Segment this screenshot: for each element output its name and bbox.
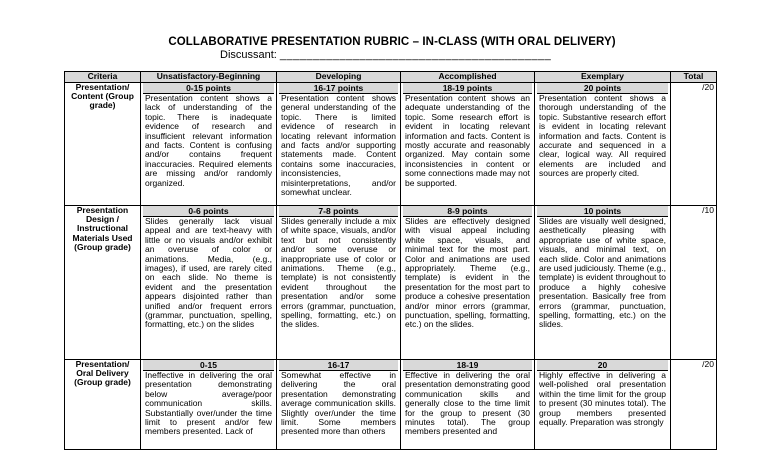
discussant-blank: _________________________________________ [279,49,552,61]
header-row [65,72,717,83]
column-header: Developing [277,72,401,83]
cell-description: Presentation content shows an adequate understanding of the topic. Some research effort is evident in locating relevant information and facts. Content is mostly accurate and reasonably organized. May contain some inconsistencies in content or some connections made may not be supported. [405,93,530,188]
cell-description: Presentation content shows a thorough understanding of the topic. Substantive research effort is evident in locating relevant information and facts. Content is accurate and sequenced in a clear, logical way. All required elements are included and sources are properly cited. [539,93,666,179]
rubric-cell [401,83,535,206]
cell-description: Slides are visually well designed, aesthetically pleasing with appropriate use of white space, visuals, and minimal text, on each slide. Color and animations are used judiciously. Theme (e.g., template) is evident throughout to produce a highly cohesive presentation. Basically free from errors (grammar, punctuation, spelling, formatting, etc.) on the slides. [539,216,666,330]
cell-description: Slides generally lack visual appeal and are text-heavy with little or no visuals and/or exhibit an overuse of color or animations. Media, (e.g., images), if used, are rarely cited on each slide. No theme is evident and the presentation appears disjointed rather than unified and/or frequent errors (grammar, punctuation, spelling, formatting, etc.) on the slides [145,216,272,330]
cell-description: Slides are effectively designed with visual appeal including white space, visuals, and minimal text for the most part. Color and animations are used appropriately. Theme (e.g., template) is evident in the presentation for the most part to produce a cohesive presentation and/or minor errors (grammar, punctuation, spelling, formatting, etc.) on the slides. [405,216,530,330]
document-title: COLLABORATIVE PRESENTATION RUBRIC – IN-CLASS (WITH ORAL DELIVERY) [168,36,616,48]
points-label: 7-8 points [279,206,398,217]
discussant-label: Discussant: [220,49,277,61]
points-label: 16-17 points [279,83,398,94]
table-row [65,206,717,360]
total-cell: /20 [671,360,717,450]
points-label: 0-15 [143,360,274,371]
points-label: 0-15 points [143,83,274,94]
points-label: 8-9 points [403,206,532,217]
rubric-table [64,71,717,450]
points-label: 16-17 [279,360,398,371]
rubric-cell [141,206,277,360]
cell-description: Somewhat effective in delivering the oral presentation demonstrating average communication skills. Slightly over/under the time limit. Some members presented more than others [281,370,396,437]
points-label: 18-19 [403,360,532,371]
table-row [65,83,717,206]
column-header: Accomplished [401,72,535,83]
discussant-line [220,49,551,61]
points-label: 0-6 points [143,206,274,217]
cell-description: Highly effective in delivering a well-polished oral presentation within the time limit for the group to present (30 minutes total). The group members presented equally. Preparation was strongly [539,370,666,428]
criteria-cell: Presentation/ Content (Group grade) [65,83,141,206]
criteria-cell: Presentation Design / Instructional Materials Used (Group grade) [65,206,141,360]
column-header: Unsatisfactory-Beginning [141,72,277,83]
total-cell: /20 [671,83,717,206]
points-label: 18-19 points [403,83,532,94]
rubric-cell [535,83,671,206]
cell-description: Effective in delivering the oral presentation demonstrating good communication skills and generally close to the time limit for the group to present (30 minutes total). The group members presented and [405,370,530,437]
rubric-cell [401,360,535,450]
column-header: Exemplary [535,72,671,83]
cell-description: Presentation content shows general understanding of the topic. There is limited evidence of research in locating relevant information and facts and/or supporting statements made. Content contains some inaccuracies, inconsistencies, misinterpretations, and/or somewhat unclear. [281,93,396,198]
rubric-cell [535,206,671,360]
column-header: Total [671,72,717,83]
cell-description: Ineffective in delivering the oral presentation demonstrating below average/poor communication skills. Substantially over/under the time limit to present and/or few members presented. Lack of [145,370,272,437]
rubric-cell [401,206,535,360]
rubric-cell [535,360,671,450]
rubric-cell [277,83,401,206]
points-label: 20 [537,360,668,371]
rubric-cell [141,360,277,450]
points-label: 20 points [537,83,668,94]
total-cell: /10 [671,206,717,360]
cell-description: Presentation content shows a lack of understanding of the topic. There is inadequate evidence of research and insufficient relevant information and facts. Content is confusing and/or contains frequent inaccuracies. Required elements are missing and/or randomly organized. [145,93,272,188]
criteria-cell: Presentation/ Oral Delivery (Group grade) [65,360,141,450]
rubric-cell [141,83,277,206]
table-row [65,360,717,450]
column-header: Criteria [65,72,141,83]
cell-description: Slides generally include a mix of white space, visuals, and/or text but not consistently and/or some overuse or inappropriate use of color or animations. Theme (e.g., template) is not consistently evident throughout the presentation and/or some errors (grammar, punctuation, spelling, formatting, etc.) on the slides. [281,216,396,330]
points-label: 10 points [537,206,668,217]
rubric-cell [277,360,401,450]
rubric-cell [277,206,401,360]
